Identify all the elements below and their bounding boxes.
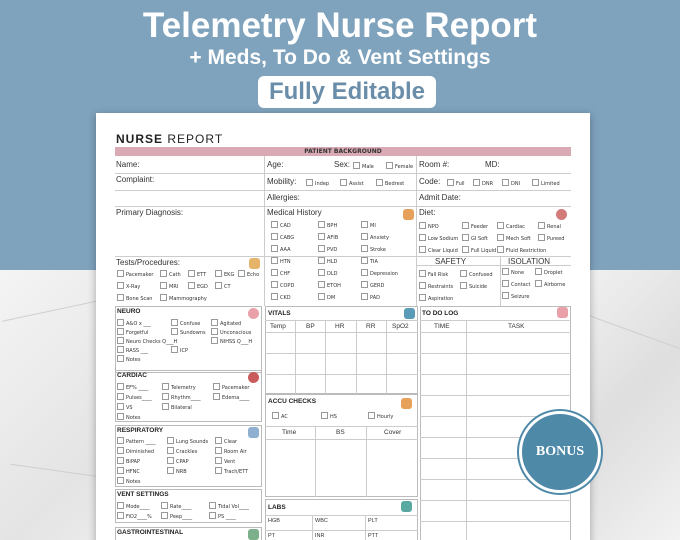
gastrointestinal-label: GASTROINTESTINAL — [117, 529, 184, 536]
brain-icon — [248, 308, 259, 319]
checklist-icon — [557, 307, 568, 318]
name-field[interactable]: Name: — [116, 160, 140, 169]
mobility-assist-checkbox[interactable]: Assist — [340, 179, 364, 187]
labs-label: LABS — [268, 504, 286, 511]
accu-checks-label: ACCU CHECKS — [268, 398, 317, 405]
todo-time-header: TIME — [434, 323, 450, 330]
mobility-indep-checkbox[interactable]: Indep — [306, 179, 329, 187]
allergies-field[interactable]: Allergies: — [267, 193, 300, 202]
diet-label: Diet: — [419, 208, 436, 217]
microscope-icon — [401, 501, 412, 512]
neuro-label: NEURO — [117, 308, 141, 315]
vitals-monitor-icon — [404, 308, 415, 319]
code-dni-checkbox[interactable]: DNI — [502, 179, 520, 187]
clipboard-icon — [403, 209, 414, 220]
patient-background-header: PATIENT BACKGROUND — [115, 147, 571, 156]
mobility-bedrest-checkbox[interactable]: Bedrest — [376, 179, 404, 187]
primary-diagnosis-field[interactable]: Primary Diagnosis: — [116, 208, 184, 217]
isolation-label: ISOLATION — [508, 257, 551, 266]
code-full-checkbox[interactable]: Full — [447, 179, 465, 187]
bonus-badge: BONUS — [519, 411, 601, 493]
tests-procedures-label: Tests/Procedures: — [116, 258, 181, 267]
stomach-icon — [248, 529, 259, 540]
vent-settings-label: VENT SETTINGS — [117, 491, 169, 498]
banner-subtitle: + Meds, To Do & Vent Settings — [189, 46, 491, 69]
female-checkbox[interactable]: Female — [386, 162, 413, 170]
doc-title: NURSE REPORT — [116, 132, 224, 146]
fully-editable-label: Fully Editable — [258, 76, 436, 108]
code-field: Code: — [419, 177, 441, 186]
medical-history-label: Medical History — [267, 208, 322, 217]
house-icon — [249, 258, 260, 269]
glucose-meter-icon — [401, 398, 412, 409]
todo-task-header: TASK — [508, 323, 525, 330]
heart-icon — [248, 372, 259, 383]
room-field[interactable]: Room #: — [419, 160, 450, 169]
sex-field: Sex: — [334, 160, 351, 169]
safety-label: SAFETY — [435, 257, 467, 266]
banner-title: Telemetry Nurse Report — [142, 6, 538, 45]
cardiac-label: CARDIAC — [117, 372, 147, 379]
age-field[interactable]: Age: — [267, 160, 284, 169]
code-dnr-checkbox[interactable]: DNR — [473, 179, 493, 187]
mobility-field: Mobility: — [267, 177, 297, 186]
complaint-field[interactable]: Complaint: — [116, 175, 155, 184]
respiratory-label: RESPIRATORY — [117, 427, 164, 434]
admit-date-field[interactable]: Admit Date: — [419, 193, 461, 202]
code-limited-checkbox[interactable]: Limited — [532, 179, 560, 187]
vitals-label: VITALS — [268, 310, 291, 317]
accu-checks-box — [265, 394, 418, 497]
male-checkbox[interactable]: Male — [353, 162, 374, 170]
todo-log-label: TO DO LOG — [422, 310, 459, 317]
labs-box — [265, 499, 418, 540]
lungs-icon — [248, 427, 259, 438]
md-field[interactable]: MD: — [485, 160, 500, 169]
nurse-report-sheet: NURSE REPORT PATIENT BACKGROUND Name: Age: Sex: Male Female Room #: MD: Complaint: Mobility: Indep Assist Bedrest Code: Full DNR DNI Limited Allergies: Admit Date: Primary Diagnosis: Medical History Diet: CAD CABG AAA HTN CHF COPD CKD BPH AFIB PVD HLD DLD ETOH DM MI Anxiety Stroke TIA Depression GERD PAD NPO Low Sodium Clear Liquid Feeder GI Soft Full Liquid Cardiac Mech Soft Fluid Restriction Renal Pureed Tests/Procedures: Pacemaker X-Ray Bone Scan Cath MRI Mammography ETT EGD EKG CT Echo SAFETY ISOLATION Fall Risk Restraints Aspiration Confused Suicide None Contact Seizure Droplet Airborne NEURO A&O x ___ Forgetful Neuro Checks Q___H RASS ___ Notes Confuse Sundowns ICP Agitated Unconscious NIHSS Q___H CARDIAC EF% ____ Pulses____ VS Notes Telemetry Rhythm____ Bilateral Pacemaker Edema____ RESPIRATORY Pattern ____ Diminished BiPAP HFNC Notes Lung Sounds Crackles CPAP NRB Clear Room Air Vent Trach/ETT VENT SETTINGS Mode____ Rate____ Tidal Vol____ FiO2____% Peep____ PS ____ GASTROINTESTINAL VITALS Temp BP HR RR SpO2 ACCU CHECKS AC HS Hourly Time BS Cover LABS HGB WBC PLT PT INR PTT TO DO LOG TIME TASK — [96, 113, 590, 540]
apple-icon — [556, 209, 567, 220]
